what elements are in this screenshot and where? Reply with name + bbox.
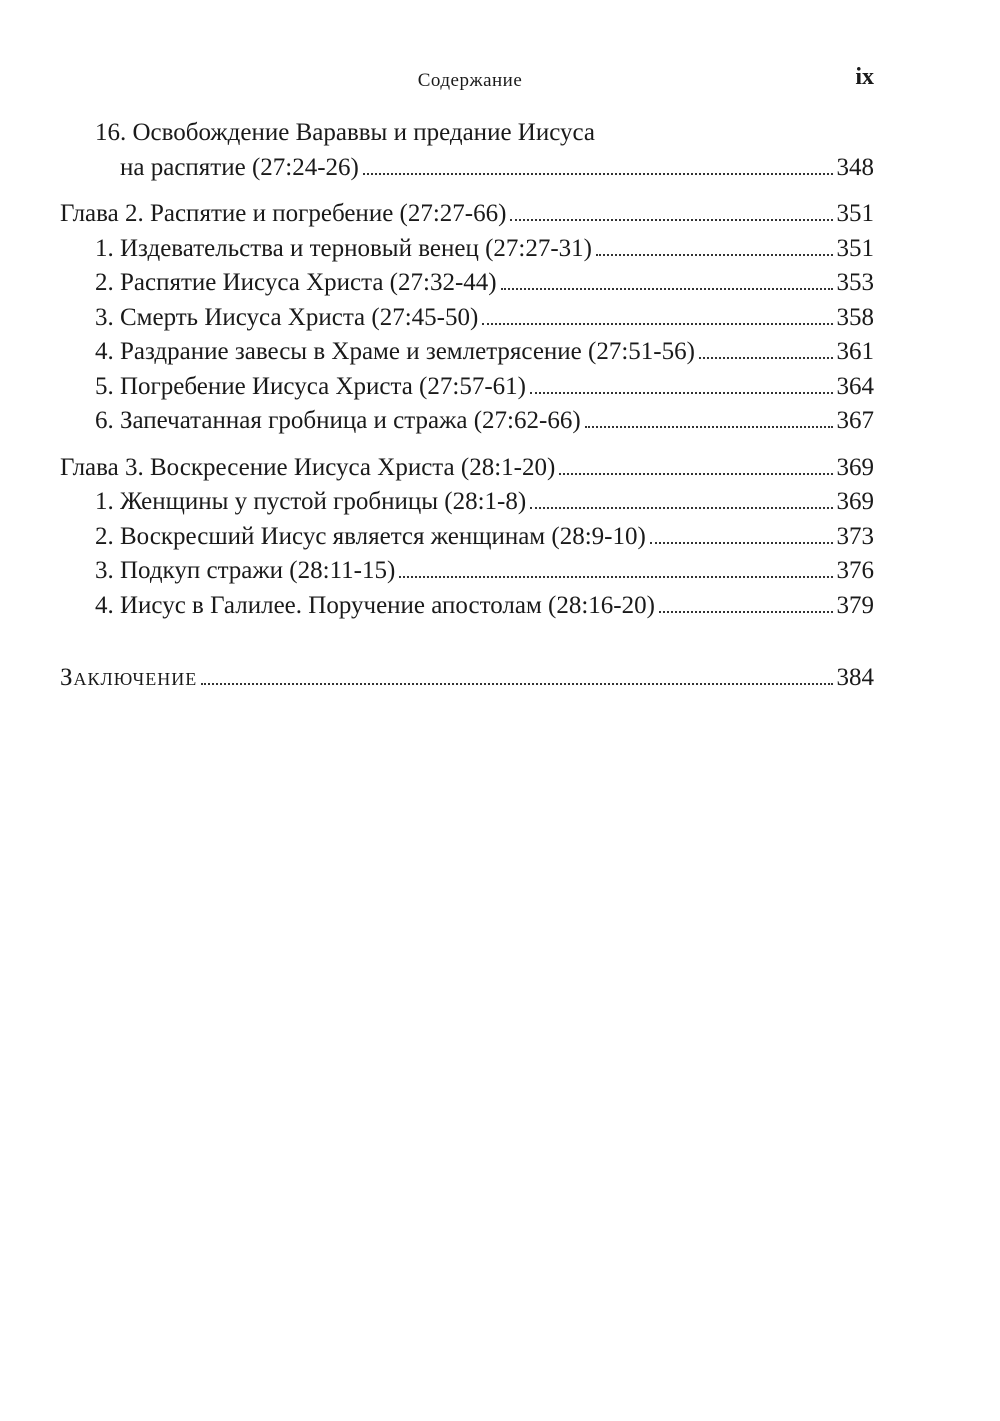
toc-entry-page: 376 <box>836 557 874 584</box>
toc-chapter-page: 369 <box>836 453 874 481</box>
leader-dots <box>559 473 832 475</box>
toc-conclusion[interactable] <box>60 661 874 696</box>
toc-entry-title: на распятие (27:24-26) <box>120 153 359 181</box>
leader-dots <box>650 542 833 544</box>
spacer <box>60 623 874 661</box>
toc-entry-2-2[interactable] <box>60 266 874 301</box>
leader-dots <box>659 611 833 613</box>
toc-conclusion-title: Заключение <box>60 664 198 691</box>
table-of-contents <box>60 116 874 696</box>
toc-entry-2-5[interactable] <box>60 370 874 405</box>
toc-entry-page: 364 <box>836 372 874 400</box>
toc-chapter-page: 351 <box>836 200 874 227</box>
toc-entry-title: 4. Раздрание завесы в Храме и землетрясение (27:51-56) <box>95 338 695 365</box>
toc-chapter-3[interactable] <box>60 451 874 486</box>
toc-entry-16-line1: 16. Освобождение Вараввы и предание Иисуса <box>95 119 595 146</box>
leader-dots <box>363 173 833 175</box>
toc-entry-page: 358 <box>836 303 874 331</box>
toc-entry-title: 1. Издевательства и терновый венец (27:27-31) <box>95 234 592 262</box>
toc-entry-16[interactable] <box>60 151 874 186</box>
toc-entry-page: 351 <box>836 234 874 262</box>
toc-entry-3-4[interactable] <box>60 589 874 624</box>
page-number: ix <box>855 64 874 90</box>
leader-dots <box>501 288 833 290</box>
toc-entry-2-3[interactable] <box>60 301 874 336</box>
leader-dots <box>585 426 833 428</box>
toc-entry-2-6[interactable] <box>60 404 874 439</box>
toc-entry-page: 379 <box>836 591 874 619</box>
toc-entry-3-2[interactable] <box>60 520 874 555</box>
spacer <box>60 439 874 451</box>
toc-chapter-title: Глава 2. Распятие и погребение (27:27-66) <box>60 200 507 227</box>
toc-chapter-title: Глава 3. Воскресение Иисуса Христа (28:1-20) <box>60 453 556 481</box>
toc-entry-2-1[interactable] <box>60 232 874 267</box>
toc-entry-title: 6. Запечатанная гробница и стража (27:62-66) <box>95 407 581 434</box>
toc-entry-2-4[interactable] <box>60 335 874 370</box>
toc-entry-title: 1. Женщины у пустой гробницы (28:1-8) <box>95 488 527 515</box>
spacer <box>60 185 874 197</box>
leader-dots <box>482 323 832 325</box>
toc-entry-page: 367 <box>836 407 874 434</box>
toc-entry-title: 3. Смерть Иисуса Христа (27:45-50) <box>95 303 479 331</box>
toc-conclusion-page: 384 <box>836 664 874 691</box>
toc-entry-3-3[interactable] <box>60 554 874 589</box>
toc-entry-page: 348 <box>836 153 874 181</box>
leader-dots <box>510 219 832 221</box>
leader-dots <box>201 683 832 685</box>
toc-entry-page: 373 <box>836 522 874 550</box>
leader-dots <box>699 357 833 359</box>
toc-entry-title: 3. Подкуп стражи (28:11-15) <box>95 557 396 584</box>
running-title: Содержание <box>417 70 523 91</box>
leader-dots <box>530 507 832 509</box>
leader-dots <box>399 576 832 578</box>
toc-entry-page: 353 <box>836 269 874 296</box>
toc-chapter-2[interactable] <box>60 197 874 232</box>
toc-entry-page: 369 <box>836 488 874 515</box>
toc-entry-title: 4. Иисус в Галилее. Поручение апостолам (28:16-20) <box>95 591 655 619</box>
toc-entry-title: 5. Погребение Иисуса Христа (27:57-61) <box>95 372 526 400</box>
toc-entry-title: 2. Распятие Иисуса Христа (27:32-44) <box>95 269 497 296</box>
toc-entry-page: 361 <box>836 338 874 365</box>
toc-entry-3-1[interactable] <box>60 485 874 520</box>
toc-entry-title: 2. Воскресший Иисус является женщинам (28:9-10) <box>95 522 646 550</box>
leader-dots <box>596 254 833 256</box>
running-head <box>0 64 1000 94</box>
leader-dots <box>530 392 833 394</box>
